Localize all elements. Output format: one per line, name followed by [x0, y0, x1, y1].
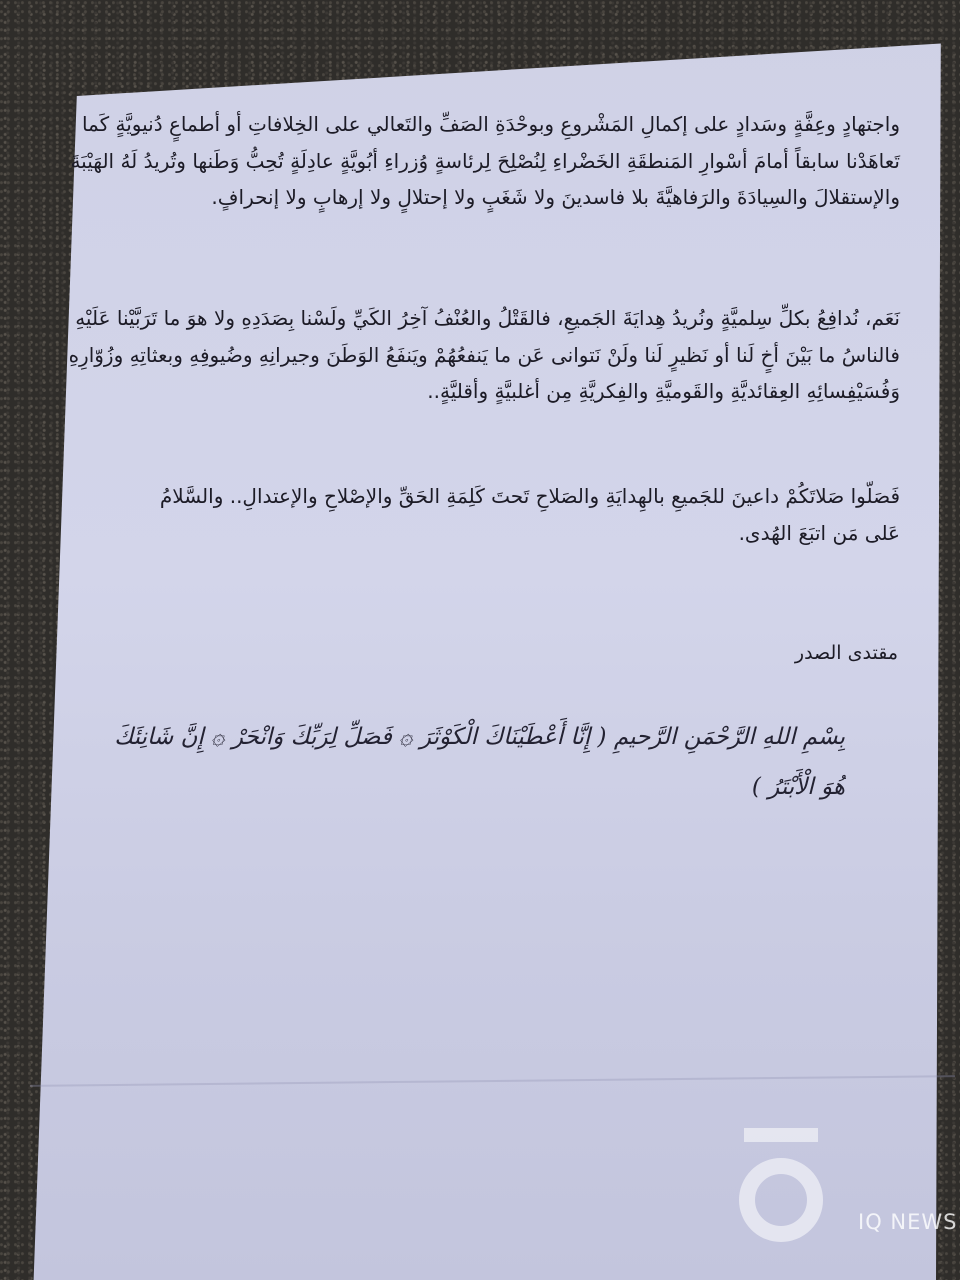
letter-paragraph-1: واجتهادٍ وعِفَّةٍ وسَدادٍ على إكمالِ المَشْروعِ وبوحْدَةِ الصَفِّ والتَعالي على الخِلافاتِ أو أطماعٍ دُنيويَّةٍ كَما تَعاهَدْنا سابقاً أمامَ أسْوارِ المَنطقَةِ الخَضْراءِ لِنُصْلِحَ لِرئاسةٍ وُزراءِ أبُويَّةٍ عادِلَةٍ تُحِبُّ وَطَنها وتُريدُ لَهُ الهَيْبَةَ والإستقلالَ والسِيادَةَ والرَفاهيَّةَ بلا فاسدينَ ولا شَغَبٍ ولا إحتلالٍ ولا إرهابٍ ولا إنحرافٍ.	[70, 112, 900, 209]
letter-paragraph-3: فَصَلّوا صَلاتَكُمْ داعينَ للجَميعِ بالهِدايَةِ والصَلاحِ تَحتَ كَلِمَةِ الحَقِّ والإصْلاحِ والإعتدالِ.. والسَّلامُ عَلى مَن اتبَعَ الهُدى.	[159, 484, 900, 545]
iq-news-logo-icon	[736, 1128, 826, 1246]
handwritten-verse: بِسْمِ اللهِ الرَّحْمَنِ الرَّحيمِ ( إِنَّا أَعْطَيْنَاكَ الْكَوْثَرَ ۞ فَصَلِّ لِرَبِّكَ وَانْحَرْ ۞ إِنَّ شَانِئَكَ هُوَ الْأَبْتَرُ )	[114, 724, 845, 800]
signature: مقتدى الصدر	[794, 642, 898, 664]
watermark-text: IQ NEWS	[858, 1210, 958, 1234]
letter-paragraph-2: نَعَم، نُدافِعُ بكلِّ سِلميَّةٍ ونُريدُ هِدايَةَ الجَميعِ، فالقَتْلُ والعُنْفُ آخِرُ الكَيِّ ولَسْنا بِصَدَدِهِ ولا هوَ ما تَرَبَّيْنا عَلَيْهِ فالناسُ ما بَيْنَ أخٍ لَنا أو نَظيرٍ لَنا ولَنْ نَتوانى عَن ما يَنفعُهُمْ ويَنفَعُ الوَطَنَ وجيرانِهِ وضُيوفِهِ وبعثاتِهِ وزُوّارِهِ وَفُسَيْفِسائِهِ العِقائديَّةِ والقَوميَّةِ والفِكريَّةِ مِن أغلبيَّةٍ وأقليَّةٍ..	[68, 306, 900, 403]
